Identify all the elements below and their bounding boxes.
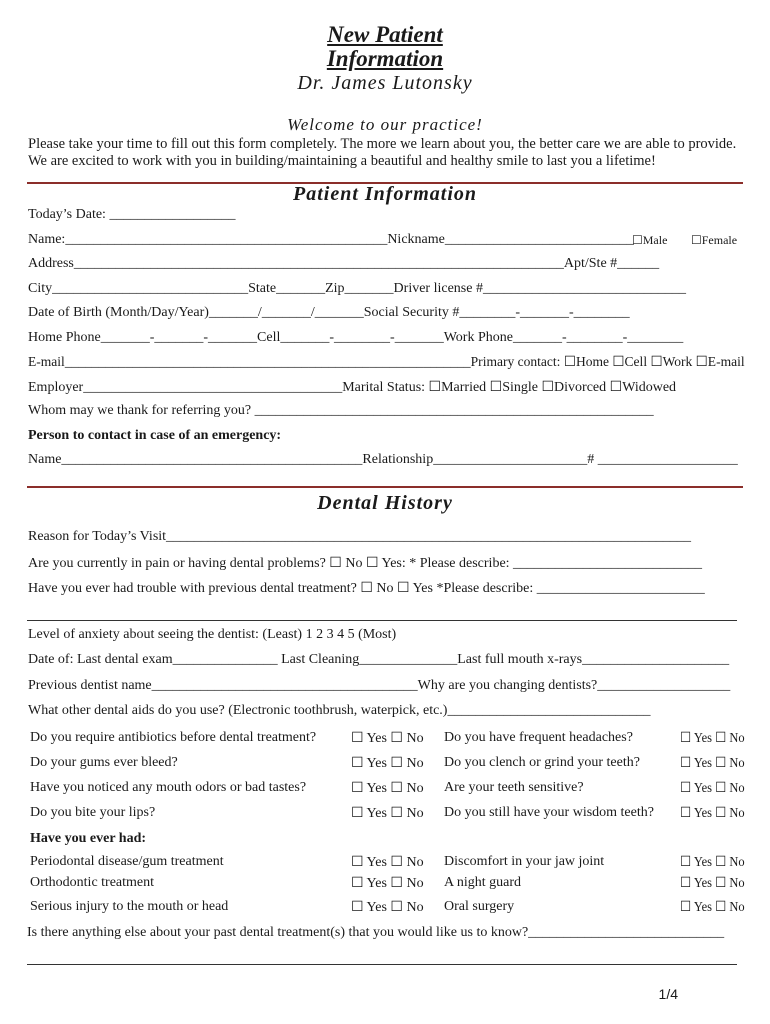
condition-right: Discomfort in your jaw joint [444, 854, 605, 869]
page-number: 1/4 [658, 986, 678, 1002]
yes-no-checkboxes[interactable]: ☐ Yes ☐ No [680, 855, 745, 870]
welcome-text: Welcome to our practice! [287, 115, 483, 134]
section-heading-patient: Patient Information [292, 183, 478, 205]
doctor-name: Dr. James Lutonsky [297, 72, 473, 94]
condition-right: Oral surgery [444, 899, 515, 914]
exam-dates-field[interactable]: Date of: Last dental exam_______________ Last Cleaning______________Last full mouth x-rays_____________________ [28, 652, 730, 667]
male-checkbox[interactable]: ☐Male [632, 233, 668, 247]
condition-right: A night guard [444, 875, 521, 890]
question-left: Do you require antibiotics before dental treatment? [30, 730, 317, 745]
question-left: Do you bite your lips? [30, 805, 156, 820]
employer-marital-field[interactable]: Employer_____________________________________Marital Status: ☐Married ☐Single ☐Divorced ☐Widowed [28, 380, 677, 395]
dental-aids-field[interactable]: What other dental aids do you use? (Electronic toothbrush, waterpick, etc.)_____________________________ [28, 703, 651, 718]
yes-no-checkboxes[interactable]: ☐ Yes ☐ No [680, 756, 745, 771]
history-heading: Have you ever had: [30, 831, 147, 846]
yes-no-checkboxes[interactable]: ☐ Yes ☐ No [680, 900, 745, 915]
yes-no-checkboxes[interactable]: ☐ Yes ☐ No [351, 900, 424, 915]
referral-field[interactable]: Whom may we thank for referring you? _________________________________________________________ [28, 403, 654, 418]
email-field[interactable]: E-mail____________________________________________________________Primary contact: ☐Home ☐Cell ☐Work ☐E-mail [28, 355, 745, 370]
yes-no-checkboxes[interactable]: ☐ Yes ☐ No [351, 855, 424, 870]
yes-no-checkboxes[interactable]: ☐ Yes ☐ No [680, 781, 745, 796]
yes-no-checkboxes[interactable]: ☐ Yes ☐ No [351, 876, 424, 891]
section-heading-dental: Dental History [317, 492, 453, 514]
yes-no-checkboxes[interactable]: ☐ Yes ☐ No [680, 731, 745, 746]
address-field[interactable]: Address______________________________________________________________________Apt/Ste #______ [28, 256, 660, 271]
additional-info-field[interactable]: Is there anything else about your past dental treatment(s) that you would like us to know?____________________________ [27, 925, 725, 940]
yes-no-checkboxes[interactable]: ☐ Yes ☐ No [351, 781, 424, 796]
dob-ssn-field[interactable]: Date of Birth (Month/Day/Year)_______/_______/_______Social Security #________-_______-________ [28, 305, 630, 320]
condition-left: Serious injury to the mouth or head [30, 899, 229, 914]
question-right: Do you clench or grind your teeth? [444, 755, 640, 770]
condition-left: Periodontal disease/gum treatment [30, 854, 224, 869]
form-title-line1: New Patient [327, 22, 443, 47]
todays-date-field[interactable]: Today’s Date: __________________ [28, 207, 236, 222]
question-right: Do you still have your wisdom teeth? [444, 805, 654, 820]
yes-no-checkboxes[interactable]: ☐ Yes ☐ No [351, 806, 424, 821]
intro-paragraph: Please take your time to fill out this form completely. The more we learn about you, the better care we are able to provide. We are excited to work with you in building/maintaining a beautiful and healthy smile to last you a lifetime! [28, 136, 737, 169]
question-left: Do your gums ever bleed? [30, 755, 178, 770]
form-title-line2: Information [326, 46, 444, 71]
yes-no-checkboxes[interactable]: ☐ Yes ☐ No [680, 876, 745, 891]
question-right: Are your teeth sensitive? [444, 780, 584, 795]
answer-line[interactable] [27, 964, 737, 965]
city-state-zip-field[interactable]: City____________________________State_______Zip_______Driver license #_____________________________ [28, 281, 686, 296]
pain-question[interactable]: Are you currently in pain or having dental problems? ☐ No ☐ Yes: * Please describe: ___________________________ [28, 556, 703, 571]
trouble-question[interactable]: Have you ever had trouble with previous dental treatment? ☐ No ☐ Yes *Please describe: ________________________ [28, 581, 705, 596]
yes-no-checkboxes[interactable]: ☐ Yes ☐ No [351, 731, 424, 746]
reason-field[interactable]: Reason for Today’s Visit___________________________________________________________________________ [28, 529, 692, 544]
name-field[interactable]: Name:______________________________________________Nickname___________________________ [28, 232, 634, 247]
emergency-heading: Person to contact in case of an emergency: [28, 428, 282, 443]
question-left: Have you noticed any mouth odors or bad tastes? [30, 780, 307, 795]
phone-fields[interactable]: Home Phone_______-_______-_______Cell_______-________-_______Work Phone_______-________-________ [28, 330, 684, 345]
condition-left: Orthodontic treatment [30, 875, 155, 890]
yes-no-checkboxes[interactable]: ☐ Yes ☐ No [680, 806, 745, 821]
emergency-contact-field[interactable]: Name___________________________________________Relationship______________________# ____________________ [28, 452, 738, 467]
anxiety-scale[interactable]: Level of anxiety about seeing the dentist: (Least) 1 2 3 4 5 (Most) [28, 627, 397, 642]
female-checkbox[interactable]: ☐Female [691, 233, 738, 247]
answer-line[interactable] [27, 620, 737, 621]
yes-no-checkboxes[interactable]: ☐ Yes ☐ No [351, 756, 424, 771]
previous-dentist-field[interactable]: Previous dentist name______________________________________Why are you changing dentists?___________________ [28, 678, 731, 693]
section-divider [27, 486, 743, 488]
question-right: Do you have frequent headaches? [444, 730, 633, 745]
